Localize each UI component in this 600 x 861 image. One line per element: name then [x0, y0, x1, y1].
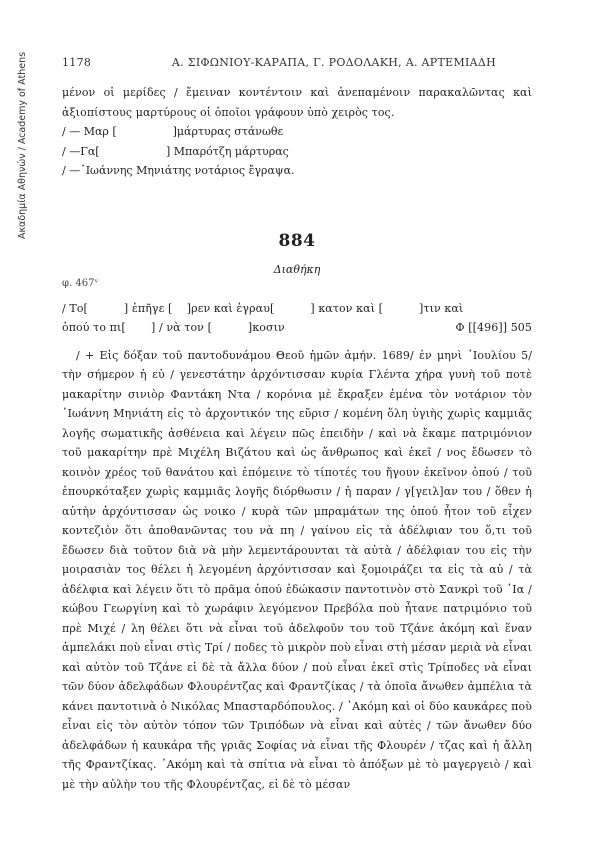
academy-vertical-label [16, 30, 30, 260]
academy-label-text: Ακαδημία Αθηνών / Academy of Athens [17, 51, 29, 239]
page-number: 1178 [62, 56, 92, 69]
page-reference: Φ [[496]] 505 [455, 321, 532, 334]
running-head [62, 56, 532, 69]
document-page [62, 56, 532, 794]
intro-section [62, 83, 532, 181]
document-title: Διαθήκη [273, 262, 321, 276]
document-body-text: / + Εἰς δόξαν τοῦ παντοδυνάμου Θεοῦ ἡμῶν ἀμήν. 1689/ ἐν μηνὶ ᾿Ιουλίου 5/ τὴν σήμερον ἡ εὐ / γενεστάτην ἀρχόντισσαν κυρία Γλέντα χήρα γυνὴ τοῦ ποτὲ μακαρίτην σινιὸρ Φαντάκη Ντα / κορόνια μὲ ἔκραξεν ἐμένα τὸν νοτάριον τὸν ᾿Ιωάννη Μηνιάτη εἰς τὸ ἀρχοντικόν της εὔρισ / κομένη ὅλη ὑγιὴς χωρὶς καμμιᾶς λογῆς σωματικῆς ἀσθένεια καὶ λέγειν πῶς ἐπειδὴν / καὶ νὰ ἔκαμε πατριμόνιον τοῦ μακαρίτην πρὲ Μιχέλη Βιζάτου καὶ ὡς ἄνθρωπος καὶ ἐκεῖ / νος ἔδωσεν τὸ κοινὸν χρέος τοῦ θανάτου καὶ ἐπόμεινε τὸ τίποτές του ἤγουν ἐκεῖνον ὁπού / τοῦ ἐπουρκόταξεν χωρὶς καμμιᾶς λογῆς διόρθωσιν / ἡ παραν / γ[γειλ]αν του / ὅθεν ἡ αὐτὴν ἀρχόντισσαν ὡς νοικο / κυρὰ τῶν μπραμάτων της ὁπού ἦτον τοῦ εἶχεν κοντεζιὸν ὅτι ἀποθανῶντας του νὰ πη / γαίνου εἰς τὰ ἀδέλφιαν του ὅ,τι τοῦ ἔδωσεν διὰ τοῦτον διὰ νὰ μὴν λεμεντάρουνται τὰ αὐτὰ / ἀδέλφιαν του εἰς τὴν μοιρασιὰν τος θέλει ἡ λεγομένη ἀρχόντισσαν καὶ ξομοιράζει τα εἰς τὰ αὐ / τὰ ἀδέλφια καὶ λέγειν ὅτι τὸ πρᾶμα ὁπού ἐδώκασιν παντοτινὸν στὸ Σανκρὶ τοῦ ᾿Ια / κώβου Γεωργίνη καὶ τὸ χωράφιν λεγόμενον Πρεβόλα ποὺ ἦτανε πατριμόνιο τοῦ πρὲ Μιχέ / λη θέλει ὅτι νὰ εἶναι τοῦ ἀδελφοῦν του τοῦ Τζάνε ἀκόμη καὶ ἕναν ἀμπελάκι ποὺ εἶναι στὶς Τρί / ποδες τὸ μικρὸν ποὺ εἶναι στὴ μέσαν μεριὰ νὰ εἶναι καὶ αὐτὸν τοῦ Τζάνε εἰ δὲ τὰ ἄλλα δύον / ποὺ εἶναι ἐκεῖ στὶς Τρίποδες νὰ εἶναι τῶν δύον ἀδελφάδων Φλουρέντζας καὶ Φραντζίκας / τὰ ὁποῖα ἄνωθεν ἀμπέλια τὰ κάνει παντοτινὰ ὁ Νικόλας Μπασταρδόπουλος. / ᾿Ακόμη καὶ οἱ δύο καυκάρες ποὺ εἶναι εἰς τὸν αὐτὸν τόπον τῶν Τριπόδων νὰ εἶναι καὶ αὐτὲς / τῶν ἄνωθεν δύο ἀδελφάδων ἡ καυκάρα τῆς γριᾶς Σοφίας νὰ εἶναι τῆς Φλουρέν / τζας καὶ ἡ ἄλλη τῆς Φραντζίκας. ᾿Ακόμη καὶ τὰ σπίτια νὰ εἶναι τὸ ἀπόξων μὲ τὸ μαγεργειὸ / καὶ μὲ τὴν αὐλὴν του τῆς Φλουρέντζας, εἰ δὲ τὸ μέσαν [62, 348, 532, 791]
document-number: 884 [278, 230, 316, 251]
document-header-line-2-left: ὁπού το πι[ ] / νὰ τον [ ]κοσιν [62, 321, 285, 334]
document-header-line-2 [62, 318, 532, 338]
signature-line-2: / —Γα[ ] Μπαρότζη μάρτυρας [62, 144, 289, 158]
folio-reference: φ. 467ᵛ [62, 277, 99, 289]
signature-line-3: / —᾿Ιωάννης Μηνιάτης νοτάριος ἔγραψα. [62, 164, 295, 177]
document-header-line-1: / Το[ ] ἐπῆγε [ ]ρεν καὶ ἐγραυ[ ] κατον καὶ [ ]τιν καὶ [62, 301, 464, 315]
document-body [62, 346, 532, 795]
document-header-block [62, 299, 532, 338]
signature-line-1: / — Μαρ [ ]μάρτυρας στάνωθε [62, 125, 284, 138]
intro-paragraph: μένον οἱ μερίδες / ἔμειναν κοντέντοιν καὶ ἀνεπαμένοιν παρακαλῶντας καὶ ἀξιοπίστους μαρτύρους οἱ ὁποῖοι γράφουν ὑπὸ χειρὸς τος. [62, 86, 532, 119]
running-title: Α. ΣΙΦΩΝΙΟΥ-ΚΑΡΑΠΑ, Γ. ΡΟΔΟΛΑΚΗ, Α. ΑΡΤΕΜΙΑΔΗ [171, 56, 497, 69]
